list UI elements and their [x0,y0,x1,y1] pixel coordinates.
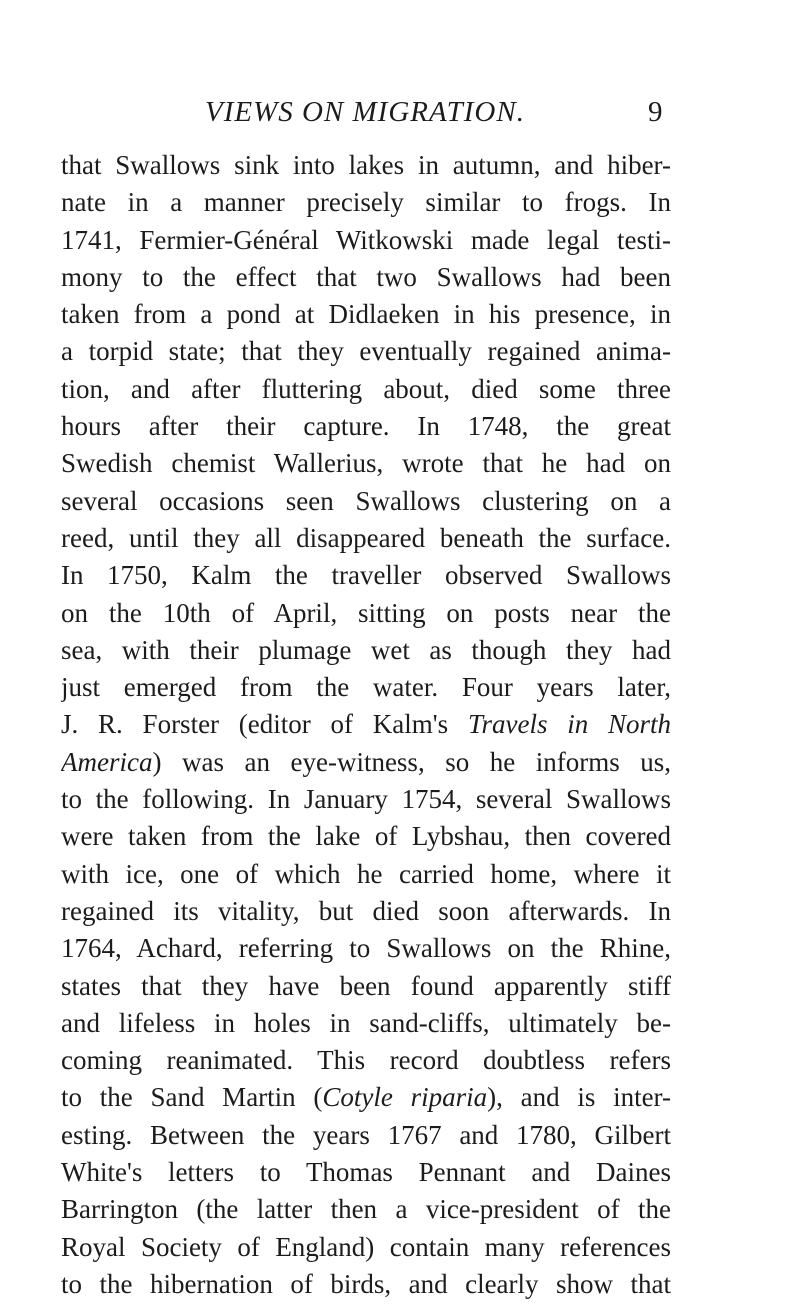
text-line: In 1750, Kalm the traveller observed Swallows [61,560,671,591]
italic-book-title: Travels in North [467,709,671,740]
text-line: and lifeless in holes in sand-cliffs, ultimately be- [61,1007,671,1038]
text-line: a torpid state; that they eventually regained anima- [61,336,671,367]
running-head [0,92,800,132]
text-line: hours after their capture. In 1748, the great [61,411,671,442]
text-line: nate in a manner precisely similar to frogs. In [61,187,671,218]
text-line: regained its vitality, but died soon afterwards. In [61,895,671,926]
text-line: were taken from the lake of Lybshau, then covered [61,821,671,852]
page-number: 9 [648,96,663,128]
text-line: esting. Between the years 1767 and 1780, Gilbert [61,1119,671,1150]
body-text [61,147,671,1303]
text-line: 1764, Achard, referring to Swallows on the Rhine, [61,933,671,964]
text-line: J. R. Forster (editor of Kalm's Travels in North [61,709,671,740]
italic-species-name: Cotyle riparia [322,1082,488,1113]
text-line: with ice, one of which he carried home, where it [61,858,671,889]
text-line: reed, until they all disappeared beneath the surface. [61,522,671,553]
text-line: Royal Society of England) contain many references [61,1231,671,1262]
text-line: sea, with their plumage wet as though they had [61,634,671,665]
running-title: VIEWS ON MIGRATION. [205,96,525,128]
text-line: states that they have been found apparently stiff [61,970,671,1001]
text-line: to the hibernation of birds, and clearly show that [61,1268,671,1299]
text-line: White's letters to Thomas Pennant and Daines [61,1157,671,1188]
text-line: just emerged from the water. Four years later, [61,672,671,703]
text-line: tion, and after fluttering about, died some three [61,373,671,404]
text-line: 1741, Fermier-Général Witkowski made legal testi- [61,224,671,255]
text-line: that Swallows sink into lakes in autumn, and hiber- [61,150,671,180]
text-line: to the Sand Martin (Cotyle riparia), and is inter- [61,1082,671,1113]
text-line: Barrington (the latter then a vice-president of the [61,1194,671,1225]
text-line: on the 10th of April, sitting on posts near the [61,597,671,628]
text-line: mony to the effect that two Swallows had been [61,261,671,292]
text-line: several occasions seen Swallows clustering on a [61,485,671,516]
text-line: to the following. In January 1754, several Swallows [61,784,671,815]
text-line: America) was an eye-witness, so he informs us, [61,746,671,777]
text-line: taken from a pond at Didlaeken in his presence, in [61,299,671,330]
text-line: coming reanimated. This record doubtless refers [61,1045,671,1076]
text-line: Swedish chemist Wallerius, wrote that he had on [61,448,671,479]
italic-book-title: America [61,746,153,777]
